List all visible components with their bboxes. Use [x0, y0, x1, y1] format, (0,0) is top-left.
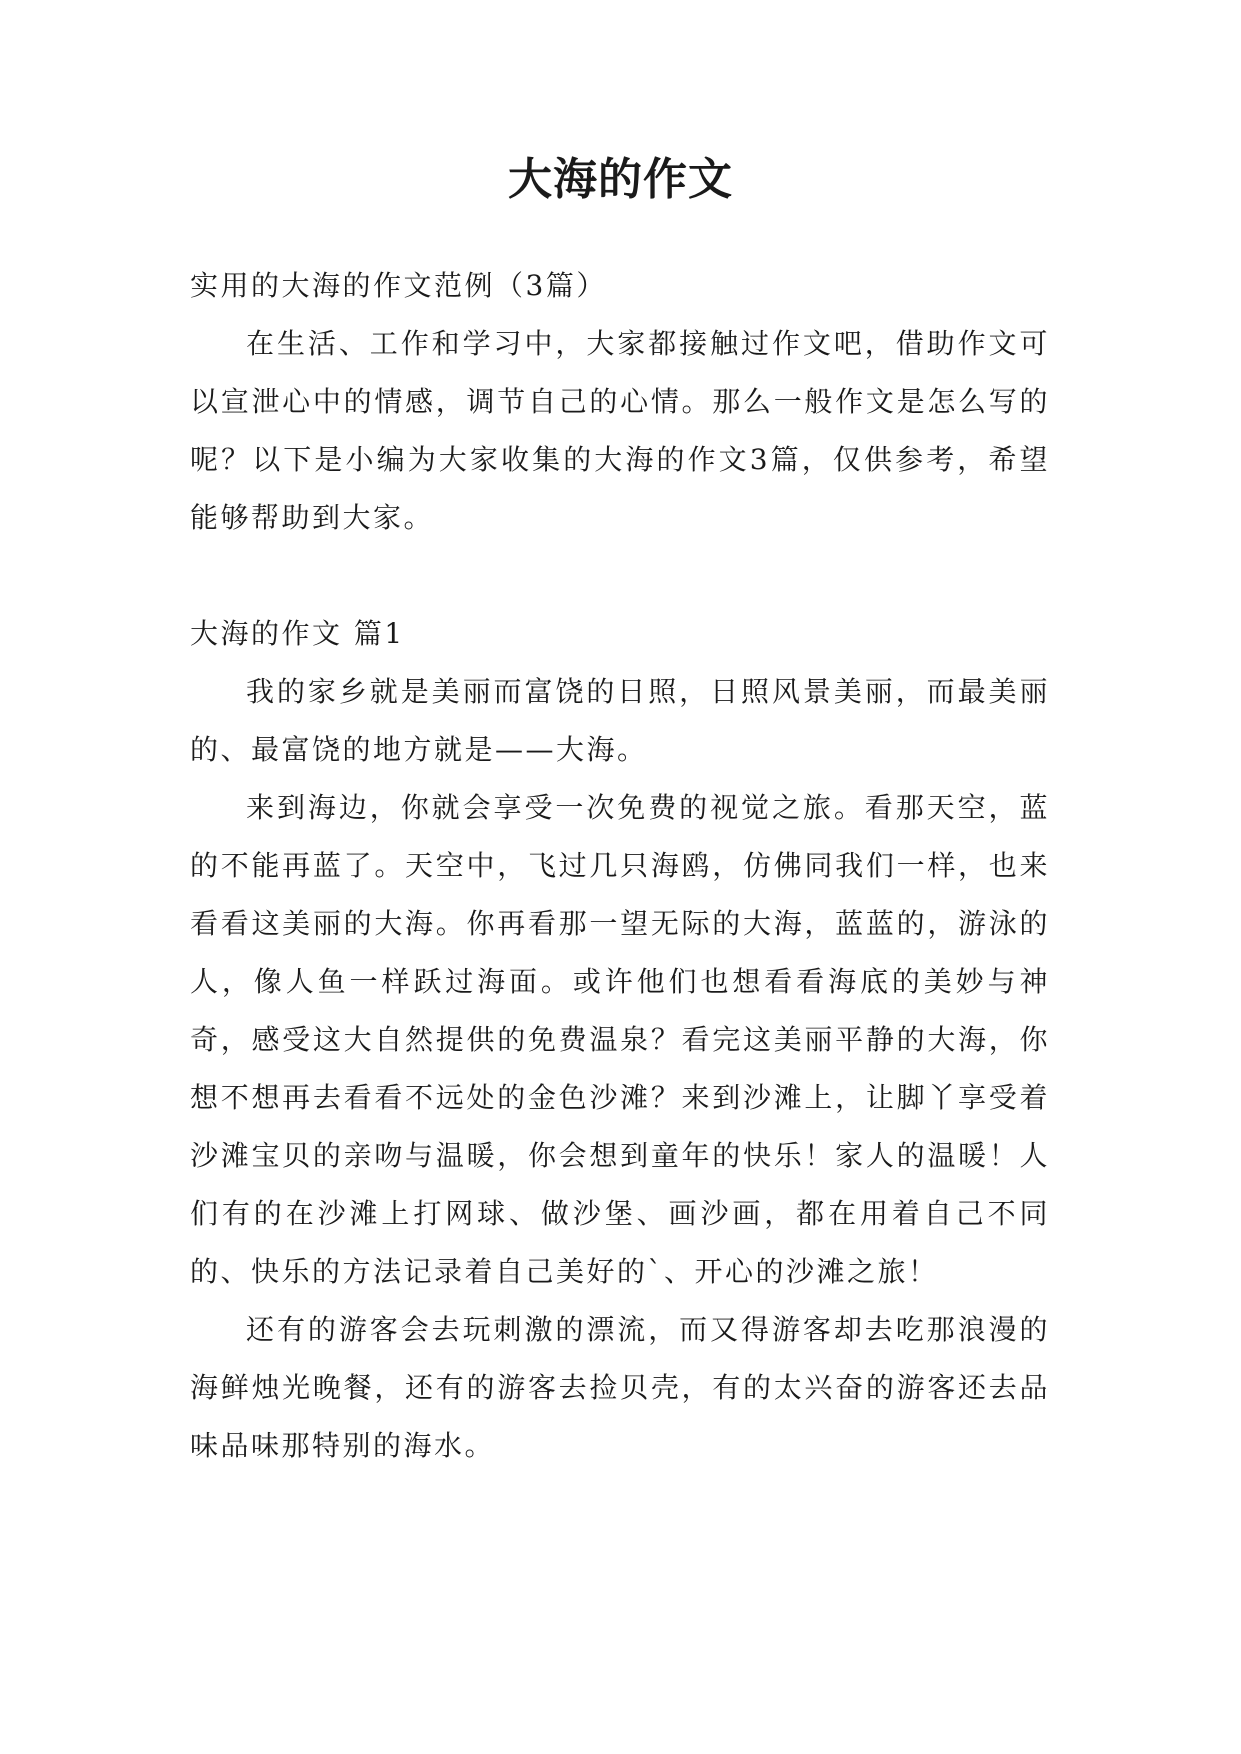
intro-heading: 实用的大海的作文范例（3篇）	[190, 269, 607, 302]
body-paragraph: 还有的游客会去玩刺激的漂流，而又得游客却去吃那浪漫的海鲜烛光晚餐，还有的游客去捡贝壳，有的太兴奋的游客还去品味品味那特别的海水。	[190, 1313, 1050, 1462]
body-paragraph: 来到海边，你就会享受一次免费的视觉之旅。看那天空，蓝的不能再蓝了。天空中，飞过几只海鸥，仿佛同我们一样，也来看看这美丽的大海。你再看那一望无际的大海，蓝蓝的，游泳的人，像人鱼一样跃过海面。或许他们也想看看海底的美妙与神奇，感受这大自然提供的免费温泉？看完这美丽平静的大海，你想不想再去看看不远处的金色沙滩？来到沙滩上，让脚丫享受着沙滩宝贝的亲吻与温暖，你会想到童年的快乐！家人的温暖！人们有的在沙滩上打网球、做沙堡、画沙画，都在用着自己不同的、快乐的方法记录着自己美好的`、开心的沙滩之旅！	[190, 791, 1050, 1288]
intro-paragraph: 在生活、工作和学习中，大家都接触过作文吧，借助作文可以宣泄心中的情感，调节自己的心情。那么一般作文是怎么写的呢？以下是小编为大家收集的大海的作文3篇，仅供参考，希望能够帮助到大家。	[190, 327, 1050, 534]
body-paragraph: 我的家乡就是美丽而富饶的日照，日照风景美丽，而最美丽的、最富饶的地方就是——大海。	[190, 675, 1050, 766]
document-body	[190, 257, 1050, 1475]
section-heading: 大海的作文 篇1	[190, 617, 405, 650]
document-title: 大海的作文	[508, 154, 733, 205]
